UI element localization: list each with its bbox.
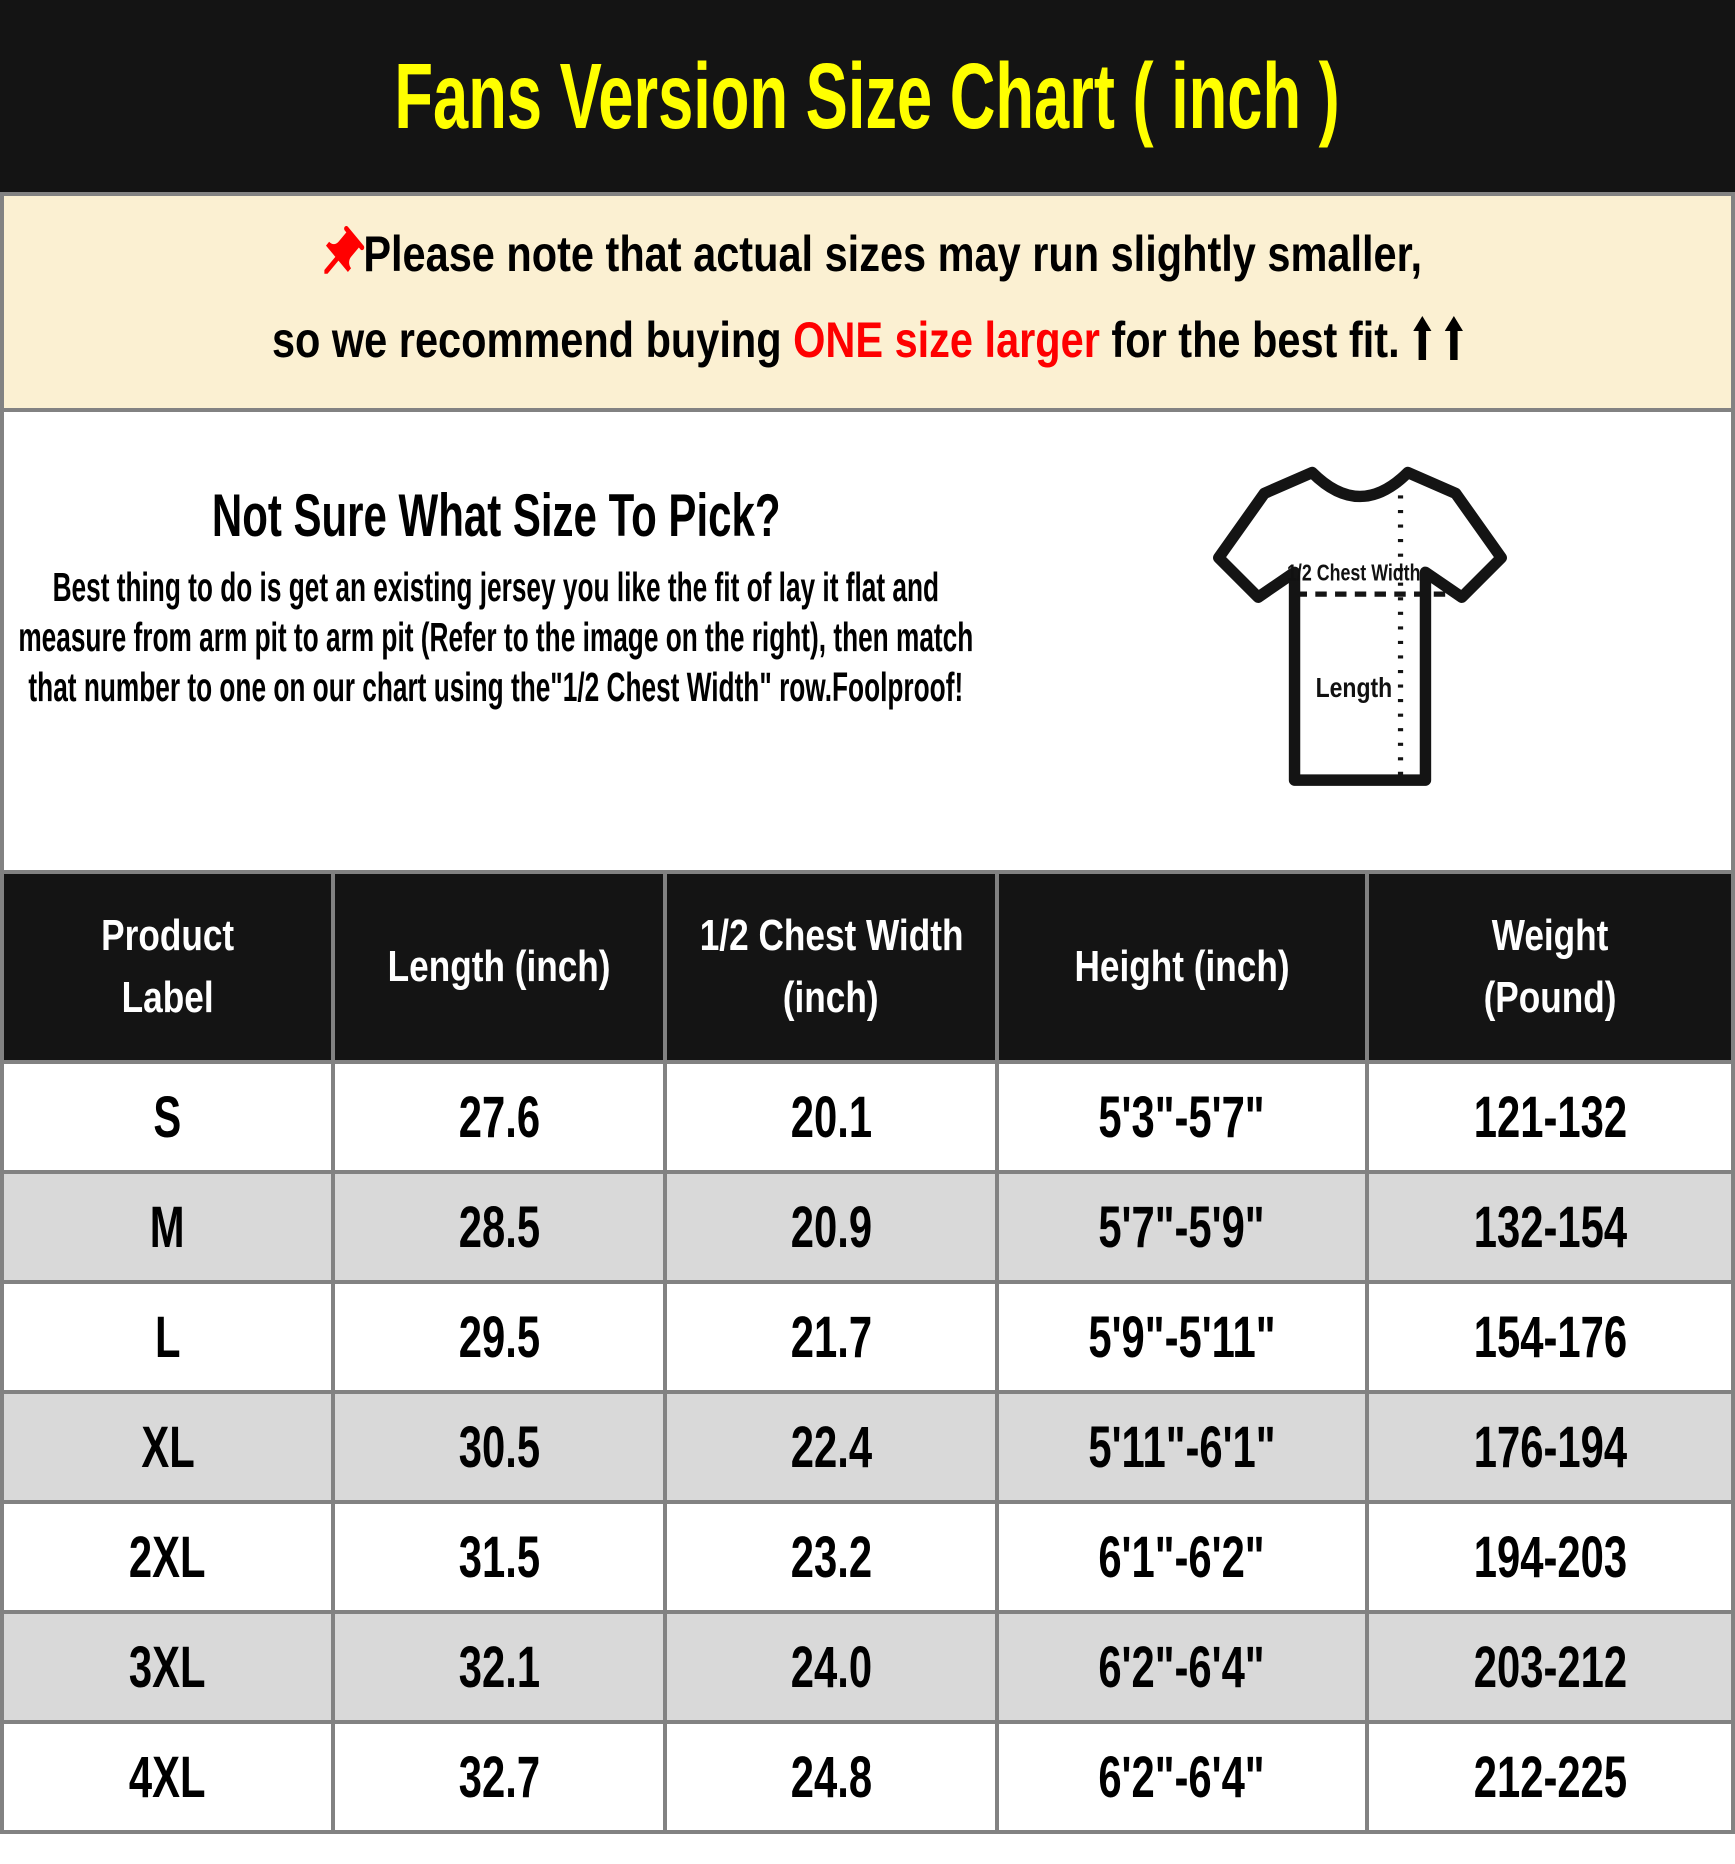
cell-height: 6'1"-6'2" (997, 1502, 1367, 1612)
col-weight: Weight (Pound) (1367, 872, 1733, 1062)
cell-chest: 20.9 (665, 1172, 996, 1282)
cell-height: 5'7"-5'9" (997, 1172, 1367, 1282)
cell-chest: 24.0 (665, 1612, 996, 1722)
notice-line-1 (4, 214, 1731, 300)
tshirt-diagram (988, 412, 1731, 870)
cell-weight: 203-212 (1367, 1612, 1733, 1722)
cell-weight: 176-194 (1367, 1392, 1733, 1502)
cell-height: 5'9"-5'11" (997, 1282, 1367, 1392)
cell-height: 5'3"-5'7" (997, 1062, 1367, 1172)
col-chest-width: 1/2 Chest Width (inch) (665, 872, 996, 1062)
notice-highlight: ONE size larger (793, 312, 1101, 368)
cell-length: 31.5 (333, 1502, 665, 1612)
cell-length: 29.5 (333, 1282, 665, 1392)
page-title: Fans Version Size Chart ( inch ) (394, 43, 1341, 148)
cell-size: S (2, 1062, 333, 1172)
cell-height: 6'2"-6'4" (997, 1722, 1367, 1832)
cell-chest: 23.2 (665, 1502, 996, 1612)
cell-size: XL (2, 1392, 333, 1502)
cell-weight: 132-154 (1367, 1172, 1733, 1282)
notice-text-1: Please note that actual sizes may run slightly smaller, (363, 226, 1422, 282)
size-help-text-block (4, 412, 988, 870)
table-row (2, 1282, 1733, 1392)
up-arrow-icon (1445, 316, 1463, 360)
table-row (2, 1722, 1733, 1832)
cell-size: 2XL (2, 1502, 333, 1612)
cell-length: 32.1 (333, 1612, 665, 1722)
title-bar (0, 0, 1735, 192)
cell-size: 4XL (2, 1722, 333, 1832)
length-label: Length (1315, 672, 1392, 704)
cell-length: 30.5 (333, 1392, 665, 1502)
cell-weight: 121-132 (1367, 1062, 1733, 1172)
cell-size: 3XL (2, 1612, 333, 1722)
cell-size: L (2, 1282, 333, 1392)
cell-length: 27.6 (333, 1062, 665, 1172)
cell-size: M (2, 1172, 333, 1282)
size-help-body: Best thing to do is get an existing jersey you like the fit of lay it flat and measure from arm pit to arm pit (Refer to the image on the right), then match that number to one on our chart using the"1/2 Chest Width" row.Foolproof! (18, 564, 974, 710)
chest-width-label: 1/2 Chest Width (1286, 560, 1421, 587)
cell-length: 32.7 (333, 1722, 665, 1832)
table-row (2, 1392, 1733, 1502)
cell-chest: 24.8 (665, 1722, 996, 1832)
cell-height: 6'2"-6'4" (997, 1612, 1367, 1722)
cell-height: 5'11"-6'1" (997, 1392, 1367, 1502)
col-product-label: Product Label (2, 872, 333, 1062)
col-length: Length (inch) (333, 872, 665, 1062)
cell-weight: 194-203 (1367, 1502, 1733, 1612)
table-row (2, 1612, 1733, 1722)
col-height: Height (inch) (997, 872, 1367, 1062)
table-row (2, 1172, 1733, 1282)
size-help-section (0, 412, 1735, 870)
table-row (2, 1502, 1733, 1612)
cell-length: 28.5 (333, 1172, 665, 1282)
tshirt-icon (1204, 458, 1516, 804)
pushpin-icon (313, 223, 366, 287)
cell-weight: 154-176 (1367, 1282, 1733, 1392)
cell-chest: 21.7 (665, 1282, 996, 1392)
cell-chest: 20.1 (665, 1062, 996, 1172)
size-help-heading: Not Sure What Size To Pick? (211, 482, 781, 549)
up-arrow-icon (1413, 316, 1431, 360)
cell-chest: 22.4 (665, 1392, 996, 1502)
notice-text-2b: for the best fit. (1100, 312, 1400, 368)
notice-text-2a: so we recommend buying (272, 312, 794, 368)
table-row (2, 1062, 1733, 1172)
notice-banner (0, 196, 1735, 408)
notice-line-2 (4, 300, 1731, 386)
size-table (0, 870, 1735, 1834)
cell-weight: 212-225 (1367, 1722, 1733, 1832)
size-table-header (2, 872, 1733, 1062)
